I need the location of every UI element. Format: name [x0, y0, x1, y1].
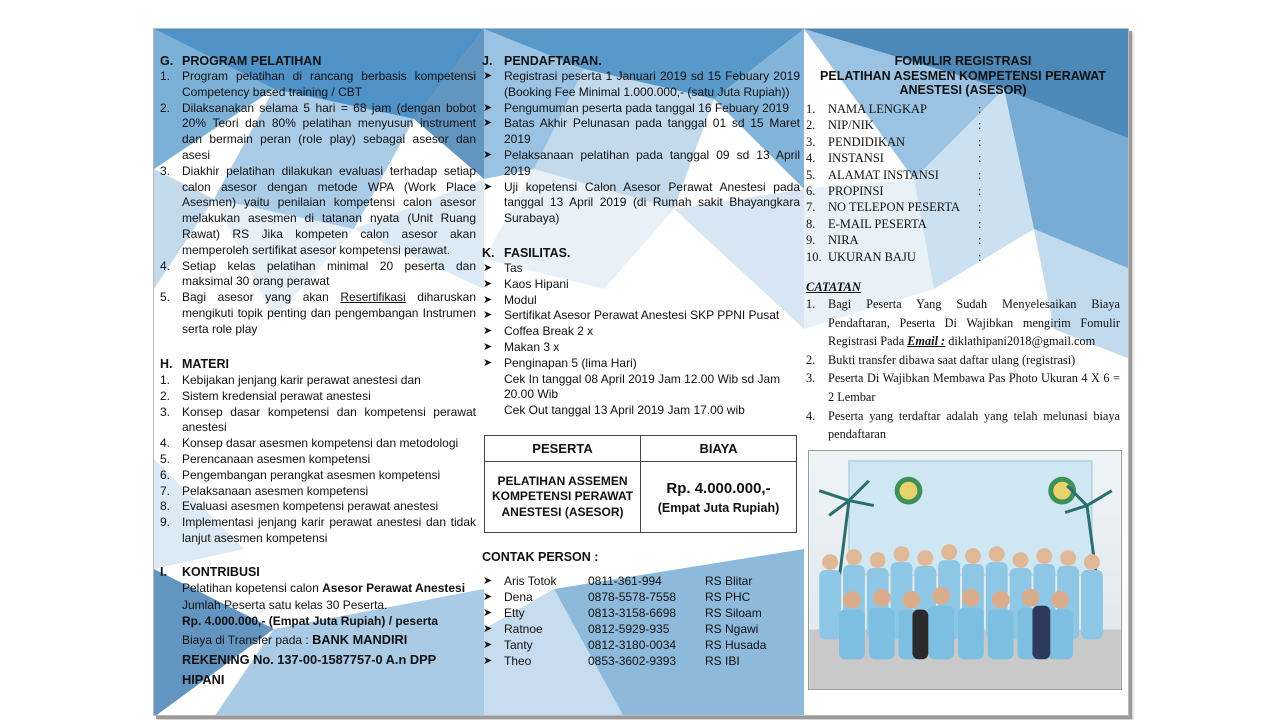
contact-row: ➤ Tanty 0812-3180-0034 RS Husada — [483, 638, 767, 652]
form-field-row: 9. NIRA : — [806, 233, 982, 248]
arrow-bullet-icon: ➤ — [483, 607, 493, 619]
form-field-row: 6. PROPINSI : — [806, 184, 982, 199]
table-header-row — [485, 436, 797, 462]
section-letter: G. — [160, 54, 174, 68]
arrow-bullet-icon: ➤ — [483, 70, 493, 82]
list-item: 9. Implementasi jenjang karir perawat anestesi dan tidak lanjut asesmen kompetensi — [160, 515, 476, 545]
form-field-row: 3. PENDIDIKAN : — [806, 134, 982, 149]
list-item: 3. Konsep dasar kompetensi dan kompetensi perawat anestesi — [160, 404, 476, 435]
section-title: PENDAFTARAN. — [504, 54, 602, 68]
section-letter: J. — [482, 54, 493, 68]
table-header-biaya: BIAYA — [641, 436, 797, 462]
form-field-row: 10. UKURAN BAJU : — [806, 249, 982, 264]
list-item: ➤ Modul — [483, 292, 537, 307]
table-row — [485, 462, 797, 533]
program-list — [160, 69, 476, 338]
brochure-sheet — [153, 28, 1129, 716]
form-field-row: 1. NAMA LENGKAP : — [806, 102, 982, 116]
section-j-heading — [482, 54, 602, 68]
contact-row: ➤ Theo 0853-3602-9393 RS IBI — [483, 654, 740, 668]
arrow-bullet-icon: ➤ — [483, 101, 493, 114]
list-item: ➤ Uji kopetensi Calon Asesor Perawat Anestesi pada tanggal 13 April 2019 (di Rumah sakit Bhayangkara Surabaya) — [483, 179, 800, 226]
list-item: 2. Dilaksanakan selama 5 hari = 68 jam (dengan bobot 20% Teori dan 80% pelatihan menyusun instrument dan bermain peran (role play) sebagai asesor dan asesi — [160, 100, 476, 162]
form-field-row: 8. E-MAIL PESERTA : — [806, 216, 982, 231]
contact-list — [482, 573, 795, 669]
section-title: KONTRIBUSI — [182, 565, 260, 579]
program-cell: PELATIHAN ASSEMEN KOMPETENSI PERAWAT ANESTESI (ASESOR) — [485, 462, 641, 533]
list-item: 7. Pelaksanaan asesmen kompetensi — [160, 483, 369, 498]
arrow-bullet-icon: ➤ — [483, 340, 493, 353]
arrow-bullet-icon: ➤ — [483, 180, 493, 193]
list-item: ➤ Batas Akhir Pelunasan pada tanggal 01 sd 15 Maret 2019 — [483, 116, 800, 147]
form-title: FOMULIR REGISTRASI PELATIHAN ASESMEN KOMPETENSI PERAWAT ANESTESI (ASESOR) — [820, 54, 1106, 97]
arrow-bullet-icon: ➤ — [483, 148, 493, 161]
list-item: 4. Konsep dasar asesmen kompetensi dan metodologi — [160, 436, 459, 451]
pendaftaran-list — [482, 69, 800, 227]
table-header-peserta: PESERTA — [485, 436, 641, 462]
list-item: ➤ Pengumuman peserta pada tanggal 16 Febuary 2019 — [483, 100, 789, 115]
section-i-heading — [160, 565, 260, 579]
list-item: 6. Pengembangan perangkat asesmen kompetensi — [160, 467, 441, 482]
list-item: 8. Evaluasi asesmen kompetensi perawat anestesi — [160, 499, 439, 514]
materi-list — [160, 373, 476, 547]
section-g-heading — [160, 54, 321, 68]
form-field-row: 5. ALAMAT INSTANSI : — [806, 167, 982, 182]
arrow-bullet-icon: ➤ — [483, 575, 493, 587]
column-middle — [482, 29, 802, 716]
section-title: FASILITAS. — [504, 246, 571, 260]
list-item: 2. Bukti transfer dibawa saat daftar ulang (registrasi) — [806, 352, 1076, 367]
list-item: ➤ Registrasi peserta 1 Januari 2019 sd 15 Febuary 2019 (Booking Fee Minimal 1.000.000,- (satu Juta Rupiah)) — [483, 69, 800, 99]
contact-row: ➤ Ratnoe 0812-5929-935 RS Ngawi — [483, 622, 759, 636]
list-item: 1. Bagi Peserta Yang Sudah Menyelesaikan Biaya Pendaftaran, Peserta Di Wajibkan mengirim Fomulir Registrasi Pada Email : diklathipani2018@gmail.com — [806, 297, 1120, 349]
list-item: ➤ Kaos Hipani — [483, 276, 569, 291]
arrow-bullet-icon: ➤ — [483, 262, 493, 274]
form-field-row: 2. NIP/NIK : — [806, 118, 982, 133]
section-letter: K. — [482, 246, 495, 260]
fasilitas-list — [482, 261, 802, 419]
column-left — [160, 29, 480, 716]
form-field-row: 4. INSTANSI : — [806, 151, 982, 166]
catatan-list — [806, 295, 1120, 444]
kontribusi-block: Pelatihan kopetensi calon Asesor Perawat Anestesi Jumlah Peserta satu kelas 30 Peserta. Rp. 4.000.000,- (Empat Juta Rupiah) / peserta Biaya di Transfer pada : BANK MANDIRI REKENING No. 137-00-1587757-0 A.n DPP HIPANI — [182, 580, 478, 690]
fee-table — [484, 435, 797, 533]
section-letter: I. — [160, 565, 167, 579]
email-address: diklathipani2018@gmail.com — [945, 334, 1096, 349]
arrow-bullet-icon: ➤ — [483, 117, 493, 130]
list-item: 4. Setiap kelas pelatihan minimal 20 peserta dan maksimal 30 orang perawat — [160, 258, 476, 289]
bank-account: REKENING No. 137-00-1587757-0 A.n DPP — [182, 651, 437, 667]
arrow-bullet-icon: ➤ — [483, 309, 493, 322]
section-title: PROGRAM PELATIHAN — [182, 54, 322, 68]
arrow-bullet-icon: ➤ — [483, 591, 493, 603]
list-item: 1. Kebijakan jenjang karir perawat anestesi dan — [160, 373, 421, 387]
list-item: 4. Peserta yang terdaftar adalah yang telah melunasi biaya pendaftaran — [806, 408, 1120, 442]
section-title: MATERI — [182, 357, 229, 371]
price-cell: Rp. 4.000.000,- (Empat Juta Rupiah) — [641, 462, 797, 533]
list-item: ➤ Penginapan 5 (lima Hari) — [483, 355, 637, 370]
list-item: ➤ Coffea Break 2 x — [483, 324, 594, 339]
section-k-heading — [482, 246, 570, 260]
arrow-bullet-icon: ➤ — [483, 293, 493, 306]
arrow-bullet-icon: ➤ — [483, 639, 493, 651]
contact-row: ➤ Dena 0878-5578-7558 RS PHC — [483, 590, 751, 604]
form-field-row: 7. NO TELEPON PESERTA : — [806, 200, 982, 215]
list-item: ➤ Pelaksanaan pelatihan pada tanggal 09 sd 13 April 2019 — [483, 147, 800, 178]
arrow-bullet-icon: ➤ — [483, 623, 493, 635]
group-photo — [808, 450, 1122, 690]
catatan-title: CATATAN — [806, 280, 861, 294]
list-item: ➤ Sertifikat Asesor Perawat Anestesi SKP PPNI Pusat — [483, 308, 780, 323]
section-letter: H. — [160, 357, 173, 371]
list-item: 3. Diakhir pelatihan dilakukan evaluasi terhadap setiap calon asesor dengan metode WPA (Work Place Asesmen) yaitu penilaian kompetensi calon asesor melakukan asesmen di tatanan nyata (Unit Ruang Rawat) RS Jika kompeten calon asesor akan memperoleh sertifikat asesor kompetensi perawat. — [160, 163, 476, 257]
list-item: ➤ Makan 3 x — [483, 339, 560, 354]
contact-title: CONTAK PERSON : — [482, 550, 599, 564]
contact-row: ➤ Etty 0813-3158-6698 RS Siloam — [483, 606, 762, 620]
registration-form-fields — [806, 101, 988, 265]
arrow-bullet-icon: ➤ — [483, 277, 493, 290]
arrow-bullet-icon: ➤ — [483, 325, 493, 338]
list-item: 3. Peserta Di Wajibkan Membawa Pas Photo Ukuran 4 X 6 = 2 Lembar — [806, 371, 1120, 404]
lodging-checkout: Cek Out tanggal 13 April 2019 Jam 17.00 wib — [504, 403, 745, 418]
list-item: 2. Sistem kredensial perawat anestesi — [160, 388, 371, 403]
list-item: 1. Program pelatihan di rancang berbasis kompetensi Competency based training / CBT — [160, 69, 476, 99]
list-item: ➤ Tas — [483, 261, 523, 275]
lodging-checkin: Cek In tanggal 08 April 2019 Jam 12.00 Wib sd Jam 20.00 Wib — [504, 371, 781, 402]
arrow-bullet-icon: ➤ — [483, 655, 493, 667]
list-item: 5. Perencanaan asesmen kompetensi — [160, 451, 371, 466]
list-item: 5. Bagi asesor yang akan Resertifikasi diharuskan mengikuti topik penting dan pengembangan Instrumen serta role play — [160, 290, 476, 336]
arrow-bullet-icon: ➤ — [483, 356, 493, 369]
contact-row: ➤ Aris Totok 0811-361-994 RS Blitar — [483, 574, 753, 588]
section-h-heading — [160, 357, 229, 371]
